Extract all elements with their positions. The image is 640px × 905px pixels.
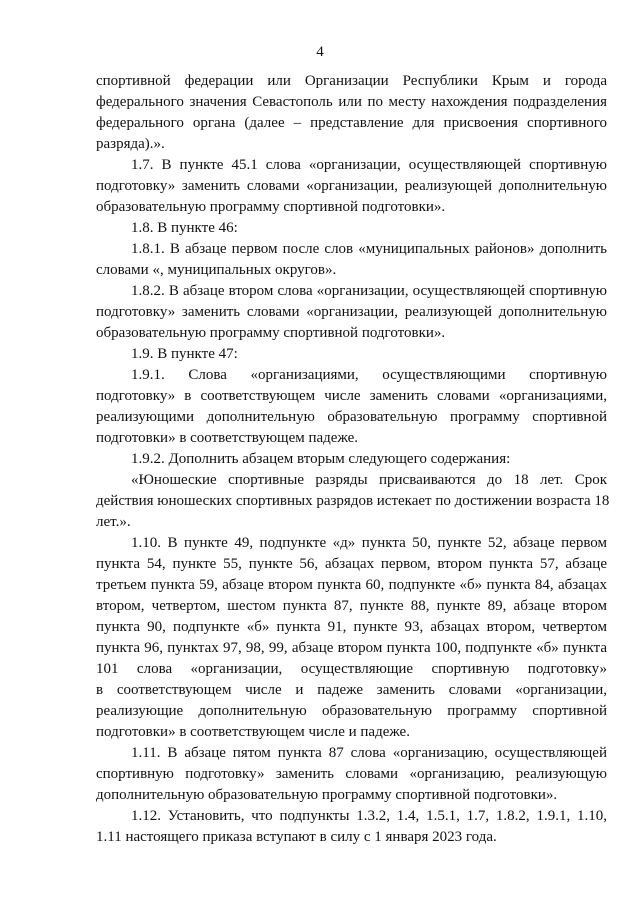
paragraph-first-line: 1.8. В пункте 46: (131, 220, 238, 236)
text-line: образовательную программу спортивной подготовки». (96, 199, 446, 215)
paragraph-first-line: 1.12. Установить, что подпункты 1.3.2, 1.4, 1.5.1, 1.7, 1.8.2, 1.9.1, 1.10, (131, 808, 607, 824)
text-line: пункта 54, пункте 55, пункте 56, абзацах первом, втором пункта 57, абзаце (96, 556, 607, 572)
paragraph-first-line: 1.11. В абзаце пятом пункта 87 слова «организацию, осуществляющей (131, 745, 607, 761)
page-number: 4 (316, 44, 324, 60)
text-line: третьем пункта 59, абзаце втором пункта 60, подпункте «б» пункта 84, абзацах (96, 577, 607, 593)
text-line: разряда).». (96, 136, 165, 152)
text-line: 1.11 настоящего приказа вступают в силу с 1 января 2023 года. (96, 829, 497, 845)
text-line: пункта 96, пунктах 97, 98, 99, абзаце втором пункта 100, подпункте «б» пункта (96, 640, 607, 656)
text-line: образовательную программу спортивной подготовки». (96, 325, 446, 341)
text-line: подготовку» заменить словами «организации, реализующей дополнительную (96, 178, 607, 194)
text-line: реализующими дополнительную образовательную программу спортивной (96, 409, 607, 425)
text-line: втором, четвертом, шестом пункта 87, пункте 88, пункте 89, абзаце втором (96, 598, 607, 614)
text-line: словами «, муниципальных округов». (96, 262, 337, 278)
text-line: подготовки» в соответствующем падеже. (96, 430, 359, 446)
text-line: в соответствующем числе и падеже заменить словами «организации, (96, 682, 607, 698)
paragraph-first-line: 1.7. В пункте 45.1 слова «организации, осуществляющей спортивную (131, 157, 607, 173)
text-line: 101 слова «организации, осуществляющие спортивную подготовку» (96, 661, 607, 677)
text-line: действия юношеских спортивных разрядов истекает по достижении возраста 18 (96, 493, 610, 509)
text-line: пункта 90, подпункте «б» пункта 91, пункте 93, абзацах втором, четвертом (96, 619, 607, 635)
paragraph-first-line: 1.10. В пункте 49, подпункте «д» пункта 50, пункте 52, абзаце первом (131, 535, 607, 551)
text-line: подготовки» в соответствующем числе и падеже. (96, 724, 410, 740)
text-line: федерального органа (далее – представление для присвоения спортивного (96, 115, 607, 131)
text-line: спортивной федерации или Организации Республики Крым и города (96, 73, 607, 89)
text-line: реализующие дополнительную образовательную программу спортивной (96, 703, 607, 719)
paragraph-first-line: 1.8.2. В абзаце втором слова «организации, осуществляющей спортивную (131, 283, 607, 299)
paragraph-first-line: 1.9.2. Дополнить абзацем вторым следующего содержания: (131, 451, 511, 467)
paragraph-first-line: «Юношеские спортивные разряды присваиваются до 18 лет. Срок (131, 472, 607, 488)
text-line: подготовку» заменить словами «организации, реализующей дополнительную (96, 304, 607, 320)
paragraph-first-line: 1.8.1. В абзаце первом после слов «муниципальных районов» дополнить (131, 241, 607, 257)
text-line: спортивную подготовку» заменить словами «организацию, реализующую (96, 766, 607, 782)
text-line: лет.». (96, 514, 131, 530)
text-line: федерального значения Севастополь или по месту нахождения подразделения (96, 94, 607, 110)
text-line: подготовку» в соответствующем числе заменить словами «организациями, (96, 388, 607, 404)
paragraph-first-line: 1.9. В пункте 47: (131, 346, 238, 362)
paragraph-first-line: 1.9.1. Слова «организациями, осуществляющими спортивную (131, 367, 607, 383)
text-line: дополнительную образовательную программу спортивной подготовки». (96, 787, 558, 803)
